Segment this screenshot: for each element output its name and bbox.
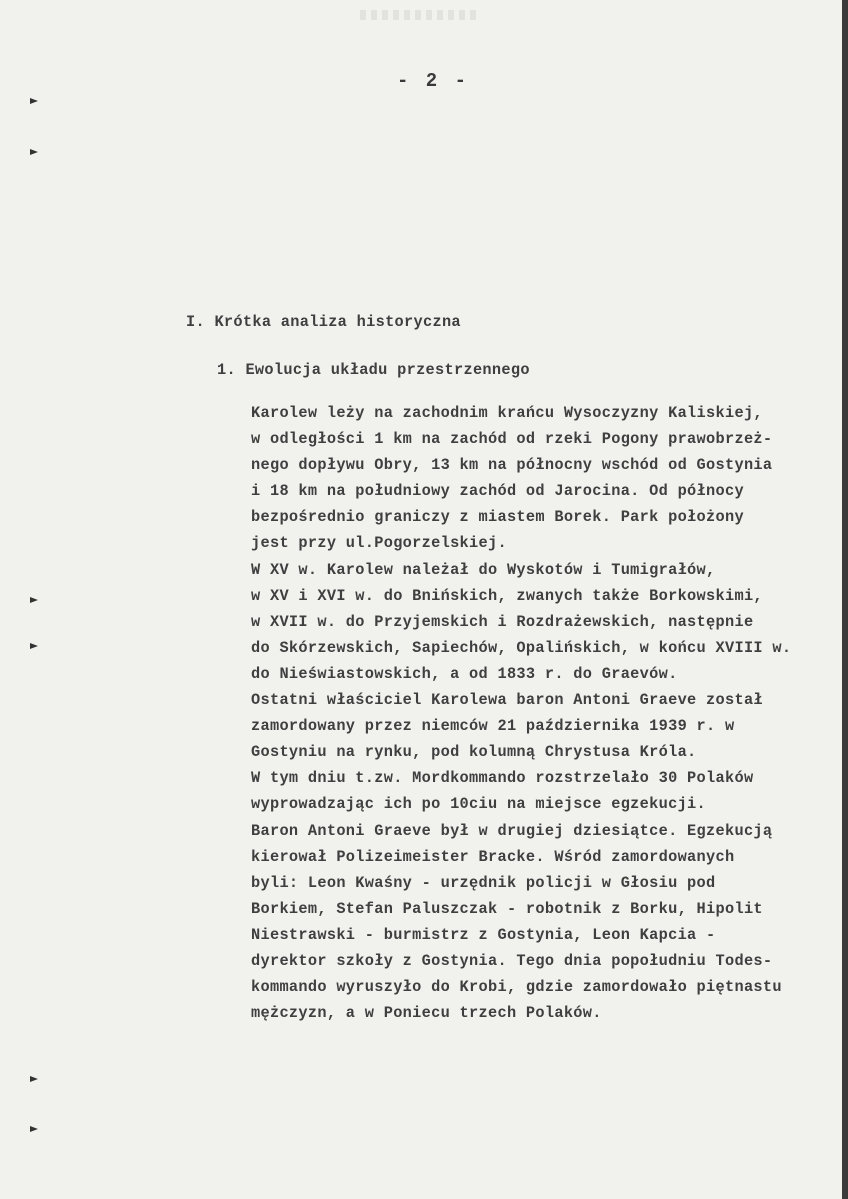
margin-mark [30,1076,38,1082]
text-line: wyprowadzając ich po 10ciu na miejsce egzekucji. [251,795,707,814]
text-line: w XVII w. do Przyjemskich i Rozdrażewskich, następnie [251,612,754,631]
margin-mark [30,643,38,649]
text-line: zamordowany przez niemców 21 października 1939 r. w [251,717,735,736]
text-line: Niestrawski - burmistrz z Gostynia, Leon Kapcia - [251,925,716,944]
text-line: Gostyniu na rynku, pod kolumną Chrystusa Króla. [251,743,697,762]
text-line: Ostatni właściciel Karolewa baron Antoni Graeve został [251,691,763,710]
text-line: mężczyzn, a w Poniecu trzech Polaków. [251,1004,602,1023]
subsection-heading: 1. Ewolucja układu przestrzennego [217,361,530,379]
text-line: do Nieświastowskich, a od 1833 r. do Graevów. [251,664,678,683]
page-number: - 2 - [397,70,470,92]
margin-mark [30,597,38,603]
text-line: Borkiem, Stefan Paluszczak - robotnik z Borku, Hipolit [251,899,763,918]
text-line: kommando wyruszyło do Krobi, gdzie zamordowało piętnastu [251,978,782,997]
margin-mark [30,1126,38,1132]
text-line: w odległości 1 km na zachód od rzeki Pogony prawobrzeż- [251,430,773,449]
text-line: do Skórzewskich, Sapiechów, Opalińskich, w końcu XVIII w. [251,638,792,657]
text-line: W tym dniu t.zw. Mordkommando rozstrzelało 30 Polaków [251,769,754,788]
text-line: W XV w. Karolew należał do Wyskotów i Tumigrałów, [251,560,716,579]
text-line: nego dopływu Obry, 13 km na północny wschód od Gostynia [251,456,773,475]
section-heading: I. Krótka analiza historyczna [186,313,461,331]
text-line: byli: Leon Kwaśny - urzędnik policji w Głosiu pod [251,873,716,892]
text-line: kierował Polizeimeister Bracke. Wśród zamordowanych [251,847,735,866]
text-line: jest przy ul.Pogorzelskiej. [251,534,507,553]
bleed-through-text [360,10,480,20]
margin-mark [30,149,38,155]
page-edge-shadow [842,0,848,1199]
text-line: i 18 km na południowy zachód od Jarocina. Od północy [251,482,744,501]
body-text [251,400,841,1026]
text-line: dyrektor szkoły z Gostynia. Tego dnia popołudniu Todes- [251,951,773,970]
text-line: Baron Antoni Graeve był w drugiej dziesiątce. Egzekucją [251,821,773,840]
margin-mark [30,98,38,104]
text-line: bezpośrednio graniczy z miastem Borek. Park położony [251,508,744,527]
text-line: w XV i XVI w. do Bnińskich, zwanych także Borkowskimi, [251,586,763,605]
text-line: Karolew leży na zachodnim krańcu Wysoczyzny Kaliskiej, [251,404,763,422]
